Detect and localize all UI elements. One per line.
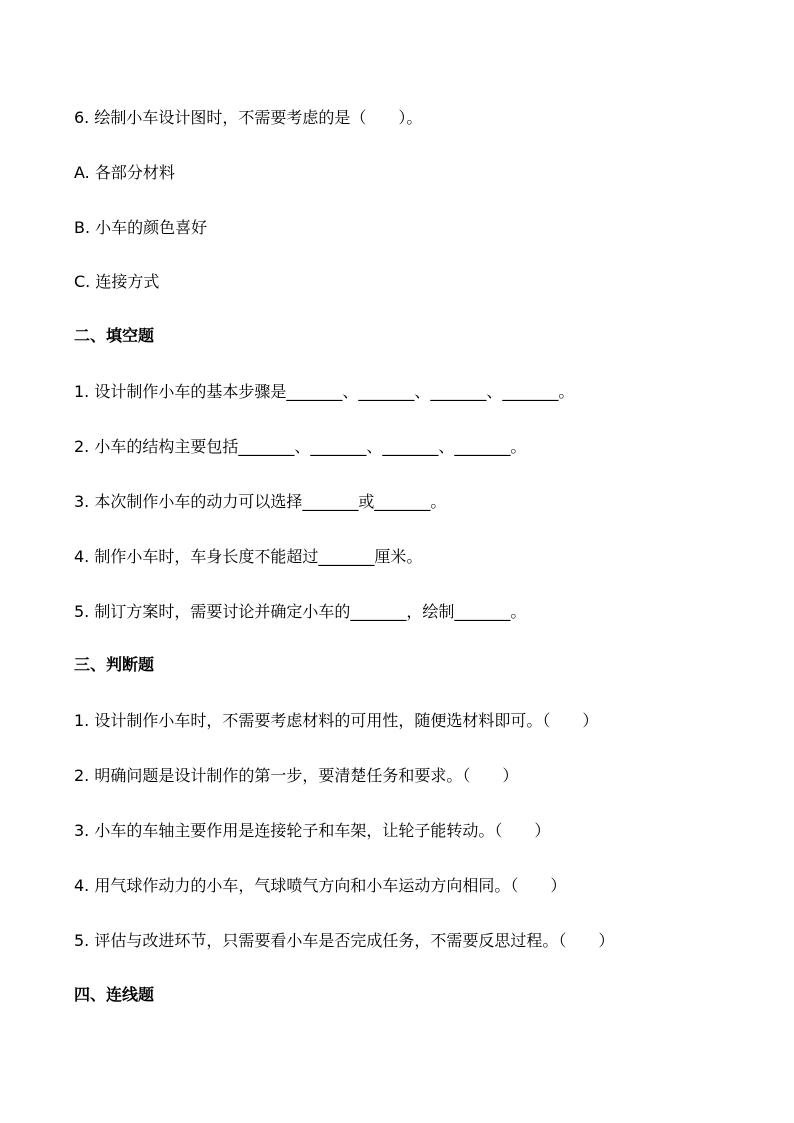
section-heading-true-false: 三、判断题 (74, 655, 155, 674)
fill-blank-item-3: 3. 本次制作小车的动力可以选择_______或_______。 (74, 492, 447, 511)
option-c: C. 连接方式 (74, 272, 160, 291)
option-a: A. 各部分材料 (74, 163, 175, 182)
fill-blank-item-4: 4. 制作小车时，车身长度不能超过_______厘米。 (74, 547, 423, 566)
section-heading-matching: 四、连线题 (74, 985, 155, 1004)
option-b: B. 小车的颜色喜好 (74, 218, 208, 237)
section-heading-fill-blank: 二、填空题 (74, 326, 155, 345)
question-6: 6. 绘制小车设计图时，不需要考虑的是（ ）。 (74, 108, 423, 127)
true-false-item-2: 2. 明确问题是设计制作的第一步，要清楚任务和要求。（ ） (74, 766, 519, 785)
true-false-item-3: 3. 小车的车轴主要作用是连接轮子和车架，让轮子能转动。（ ） (74, 821, 551, 840)
fill-blank-item-1: 1. 设计制作小车的基本步骤是_______、_______、_______、_______。 (74, 382, 575, 401)
true-false-item-4: 4. 用气球作动力的小车，气球喷气方向和小车运动方向相同。（ ） (74, 876, 567, 895)
fill-blank-item-5: 5. 制订方案时，需要讨论并确定小车的_______，绘制_______。 (74, 602, 527, 621)
true-false-item-1: 1. 设计制作小车时，不需要考虑材料的可用性，随便选材料即可。（ ） (74, 711, 599, 730)
true-false-item-5: 5. 评估与改进环节，只需要看小车是否完成任务，不需要反思过程。（ ） (74, 931, 615, 950)
fill-blank-item-2: 2. 小车的结构主要包括_______、_______、_______、_______。 (74, 437, 527, 456)
